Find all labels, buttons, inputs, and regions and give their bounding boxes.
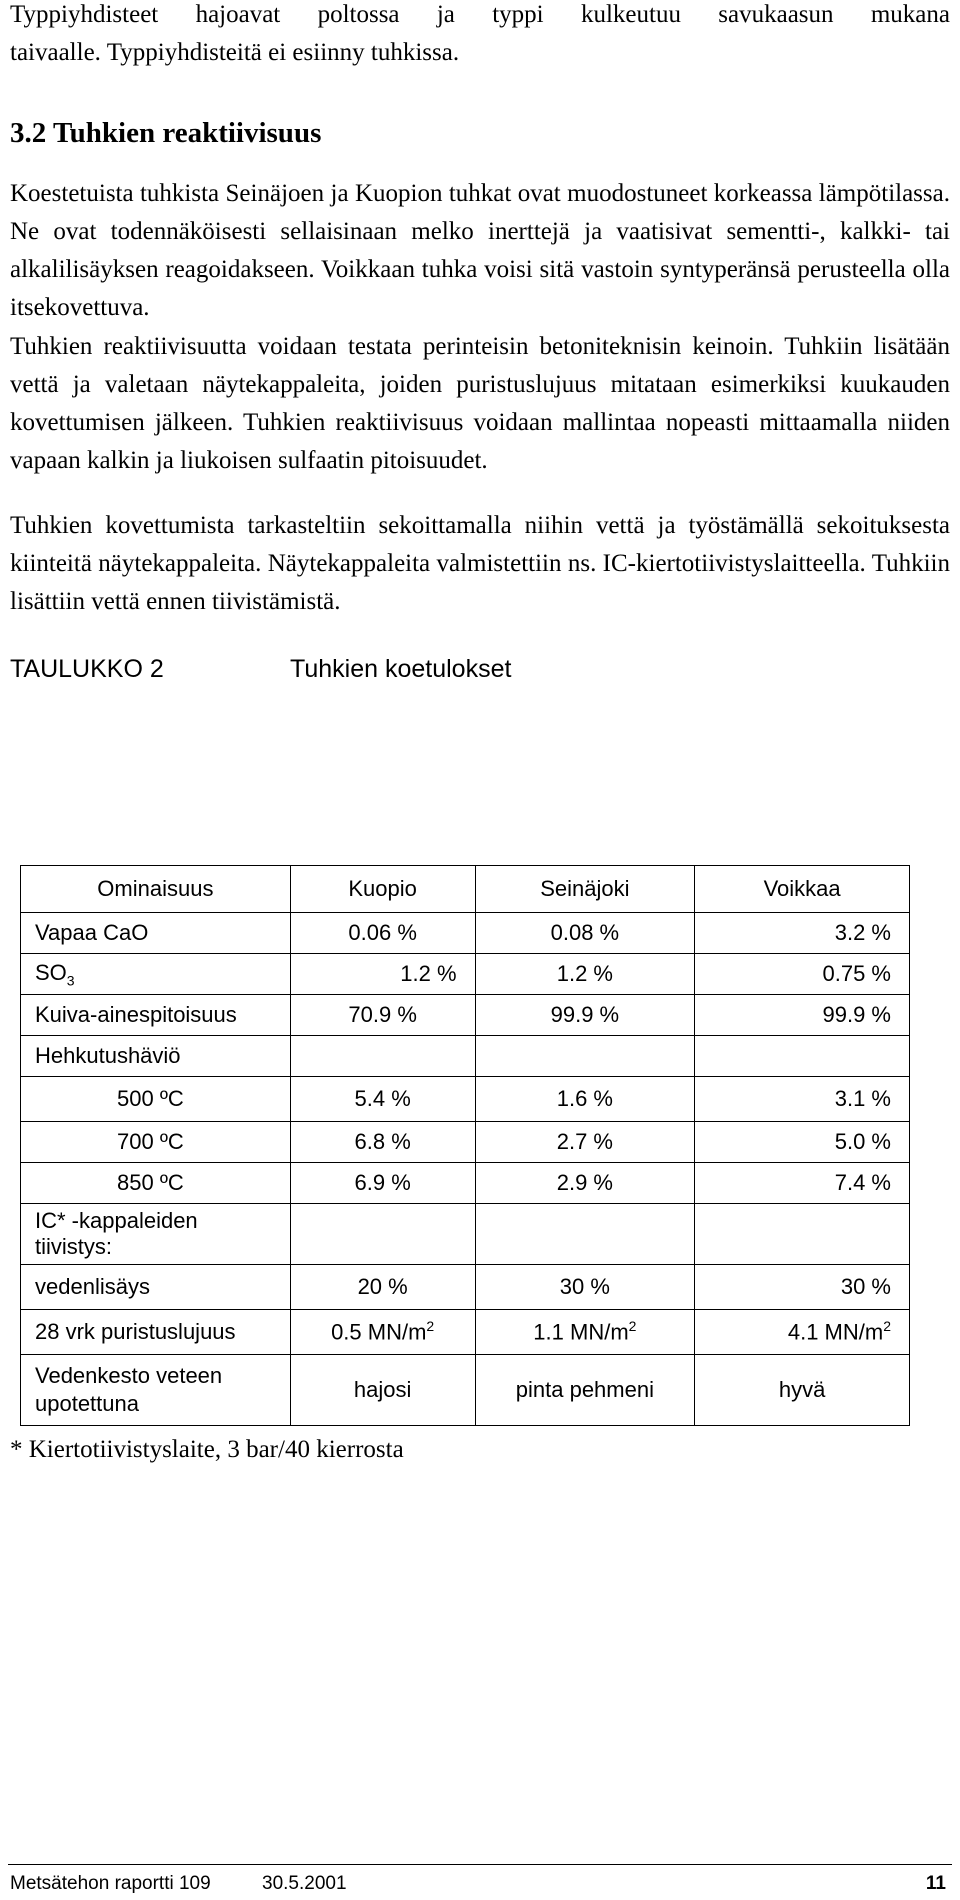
intro-line-1: Typpiyhdisteet hajoavat poltossa ja typpi kulkeutuu savukaasun mukana <box>10 1 950 28</box>
table-row <box>21 1077 910 1122</box>
footer-page-number: 11 <box>925 1873 946 1894</box>
unit-superscript: 2 <box>628 1318 637 1335</box>
intro-text <box>10 0 950 72</box>
row-label: vedenlisäys <box>21 1265 291 1310</box>
table-label: TAULUKKO 2 <box>10 655 164 683</box>
results-table <box>20 865 910 1426</box>
header-cell: Voikkaa <box>695 866 910 913</box>
row-label <box>21 1355 291 1426</box>
so3-label-base: SO <box>35 959 67 985</box>
cell-empty <box>475 1036 695 1077</box>
cell-value: 99.9 % <box>475 995 695 1036</box>
row-label: Vapaa CaO <box>21 913 291 954</box>
cell-value: 2.9 % <box>475 1163 695 1204</box>
table-row <box>21 995 910 1036</box>
footer-divider <box>8 1864 952 1865</box>
cell-value: 70.9 % <box>290 995 475 1036</box>
cell-empty <box>290 1204 475 1265</box>
paragraph-3 <box>10 507 950 621</box>
table-row <box>21 1036 910 1077</box>
cell-value: hyvä <box>695 1355 910 1426</box>
row-label <box>21 954 291 995</box>
header-cell: Kuopio <box>290 866 475 913</box>
cell-value: hajosi <box>290 1355 475 1426</box>
cell-value <box>695 1310 910 1355</box>
header-cell: Seinäjoki <box>475 866 695 913</box>
table-header-row <box>21 866 910 913</box>
cell-value: 6.9 % <box>290 1163 475 1204</box>
cell-value: 7.4 % <box>695 1163 910 1204</box>
cell-value: 2.7 % <box>475 1122 695 1163</box>
cell-empty <box>695 1036 910 1077</box>
row-label <box>21 1204 291 1265</box>
table-row <box>21 1122 910 1163</box>
cell-value: 1.6 % <box>475 1077 695 1122</box>
cell-empty <box>475 1204 695 1265</box>
cell-value: 30 % <box>475 1265 695 1310</box>
cell-value: 1.2 % <box>475 954 695 995</box>
paragraph-2-text: Tuhkien reaktiivisuutta voidaan testata perinteisin betoniteknisin keinoin. Tuhkiin lisätään vettä ja valetaan näytekappaleita, joiden puristuslujuus mitataan esimerkiksi kuukauden kovettumisen jälkeen. Tuhkien reaktiivisuus voidaan mallintaa nopeasti mittaamalla niiden vapaan kalkin ja liukoisen sulfaatin pitoisuudet. <box>10 333 950 474</box>
cell-value: 20 % <box>290 1265 475 1310</box>
footer-date: 30.5.2001 <box>262 1873 347 1894</box>
cell-value: 5.0 % <box>695 1122 910 1163</box>
cell-value: 0.75 % <box>695 954 910 995</box>
table-row <box>21 913 910 954</box>
table-row <box>21 1163 910 1204</box>
vedenkesto-label-line-2: upotettuna <box>35 1391 139 1416</box>
cell-value: 6.8 % <box>290 1122 475 1163</box>
cell-value <box>475 1310 695 1355</box>
table-row <box>21 1265 910 1310</box>
table-row <box>21 1355 910 1426</box>
value-text: 4.1 MN/m <box>787 1319 884 1345</box>
paragraph-1 <box>10 175 950 327</box>
footer-publication: Metsätehon raportti 109 <box>10 1873 211 1894</box>
paragraph-3-text: Tuhkien kovettumista tarkasteltiin sekoittamalla niihin vettä ja työstämällä sekoituksesta kiinteitä näytekappaleita. Näytekappaleita valmistettiin ns. IC-kiertotiivistyslaitteella. Tuhkiin lisättiin vettä ennen tiivistämistä. <box>10 512 950 615</box>
cell-value: 5.4 % <box>290 1077 475 1122</box>
vedenkesto-label-line-1: Vedenkesto veteen <box>35 1363 223 1388</box>
cell-value <box>290 1310 475 1355</box>
cell-value: 0.08 % <box>475 913 695 954</box>
row-label: 850 ºC <box>21 1163 291 1204</box>
value-text: 1.1 MN/m <box>533 1319 629 1345</box>
intro-line-2: taivaalle. Typpiyhdisteitä ei esiinny tuhkissa. <box>10 39 460 66</box>
unit-superscript: 2 <box>883 1318 891 1335</box>
row-label: Hehkutushäviö <box>21 1036 291 1077</box>
cell-value: 3.1 % <box>695 1077 910 1122</box>
ic-label-line-1: IC* -kappaleiden <box>35 1208 198 1233</box>
table-row <box>21 1310 910 1355</box>
so3-label-sub: 3 <box>66 972 75 989</box>
paragraph-2 <box>10 328 950 480</box>
unit-superscript: 2 <box>426 1318 435 1335</box>
table-footnote: * Kiertotiivistyslaite, 3 bar/40 kierrosta <box>10 1436 404 1463</box>
cell-empty <box>695 1204 910 1265</box>
row-label: 28 vrk puristuslujuus <box>21 1310 291 1355</box>
header-cell: Ominaisuus <box>21 866 291 913</box>
cell-value: 30 % <box>695 1265 910 1310</box>
cell-empty <box>290 1036 475 1077</box>
table-row <box>21 1204 910 1265</box>
table-row <box>21 954 910 995</box>
cell-value: 99.9 % <box>695 995 910 1036</box>
row-label: Kuiva-ainespitoisuus <box>21 995 291 1036</box>
row-label: 700 ºC <box>21 1122 291 1163</box>
ic-label-line-2: tiivistys: <box>35 1234 112 1259</box>
value-text: 0.5 MN/m <box>331 1319 427 1345</box>
table-title: Tuhkien koetulokset <box>290 655 512 683</box>
cell-value: 0.06 % <box>290 913 475 954</box>
cell-value: pinta pehmeni <box>475 1355 695 1426</box>
cell-value: 1.2 % <box>290 954 475 995</box>
row-label: 500 ºC <box>21 1077 291 1122</box>
cell-value: 3.2 % <box>695 913 910 954</box>
paragraph-1-text: Koestetuista tuhkista Seinäjoen ja Kuopion tuhkat ovat muodostuneet korkeassa lämpötilassa. Ne ovat todennäköisesti sellaisinaan melko inerttejä ja vaatisivat sementti-, kalkki- tai alkalilisäyksen reagoidakseen. Voikkaan tuhka voisi sitä vastoin syntyperänsä perusteella olla itsekovettuva. <box>10 180 950 321</box>
section-heading: 3.2 Tuhkien reaktiivisuus <box>10 117 322 149</box>
